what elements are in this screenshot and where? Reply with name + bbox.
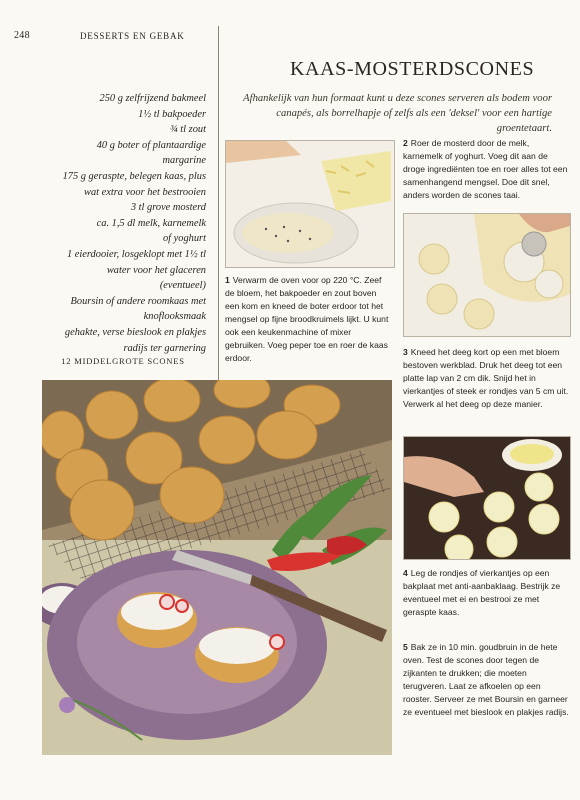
ingredient-line: 250 g zelfrijzend bakmeel <box>99 93 206 104</box>
recipe-title: KAAS-MOSTERDSCONES <box>290 58 535 80</box>
step-text: Verwarm de oven voor op 220 °C. Zeef de bloem, het bakpoeder en zout boven een kom en kneed de boter erdoor tot het mengsel op fijne broodkruimels lijkt. U kunt ook een keukenmachine of mixer gebruiken. Voeg peper toe en roer de kaas erdoor. <box>225 275 389 363</box>
step-1-photo <box>225 140 395 268</box>
ingredient-line: (eventueel) <box>159 280 206 292</box>
ingredient-line: radijs ter garnering <box>123 342 206 354</box>
step-5 <box>403 641 569 719</box>
ingredient-line: ¾ tl zout <box>169 124 206 136</box>
step-number: 3 <box>403 347 408 357</box>
ingredient-line: wat extra voor het bestrooien <box>84 186 206 198</box>
step-2 <box>403 137 569 202</box>
page-number: 248 <box>14 30 30 41</box>
ingredient-line: 1 eierdooier, losgeklopt met 1½ tl <box>67 248 206 260</box>
step-number: 5 <box>403 642 408 652</box>
step-number: 4 <box>403 568 408 578</box>
ingredient-line: 3 tl grove mosterd <box>130 202 206 214</box>
ingredient-line: ca. 1,5 dl melk, karnemelk <box>96 217 206 229</box>
ingredient-line: 1½ tl bakpoeder <box>138 108 206 120</box>
step-text: Roer de mosterd door de melk, karnemelk of yoghurt. Voeg dit aan de droge ingrediënten toe en roer alles tot een samenhangend mengsel. Doe dit snel, anders worden de scones taai. <box>403 138 568 200</box>
ingredient-line: gehakte, verse bieslook en plakjes <box>64 326 206 338</box>
ingredient-line: 40 g boter of plantaardige <box>96 139 206 151</box>
step-1 <box>225 274 393 365</box>
ingredient-line: water voor het glaceren <box>106 264 206 276</box>
section-header: DESSERTS EN GEBAK <box>80 31 185 41</box>
column-divider <box>218 26 219 388</box>
ingredient-line: Boursin of andere roomkaas met <box>70 295 206 307</box>
step-3 <box>403 346 569 411</box>
step-number: 1 <box>225 275 230 285</box>
step-4 <box>403 567 569 619</box>
step-text: Leg de rondjes of vierkantjes op een bakplaat met anti-aanbaklaag. Bestrijk ze eventueel met ei en bestrooi ze met geraspte kaas. <box>403 568 561 617</box>
step-text: Bak ze in 10 min. goudbruin in de hete oven. Test de scones door tegen de zijkanten te drukken; die moeten terugveren. Laat ze afkoelen op een rooster. Serveer ze met Boursin en garneer ze eventueel met bieslook en plakjes radijs. <box>403 642 569 717</box>
step-3-photo <box>403 436 571 560</box>
ingredient-line: of yoghurt <box>162 233 206 245</box>
scones-serving-photo <box>42 380 392 755</box>
step-number: 2 <box>403 138 408 148</box>
ingredient-list <box>38 91 206 356</box>
ingredient-line: margarine <box>162 155 206 167</box>
ingredient-line: knoflooksmaak <box>143 311 206 323</box>
step-2-photo <box>403 213 571 337</box>
step-text: Kneed het deeg kort op een met bloem bestoven werkblad. Druk het deeg tot een platte lap van 2 cm dik. Snijd het in vierkantjes of steek er rondjes van 5 cm uit. Verwerk al het deeg op deze manier. <box>403 347 569 409</box>
servings-label: 12 MIDDELGROTE SCONES <box>61 356 185 366</box>
recipe-intro: Afhankelijk van hun formaat kunt u deze scones serveren als bodem voor canapés, als borrelhapje of zelfs als een 'deksel' voor een hartige groentetaart. <box>243 93 552 134</box>
ingredient-line: 175 g geraspte, belegen kaas, plus <box>62 170 206 182</box>
